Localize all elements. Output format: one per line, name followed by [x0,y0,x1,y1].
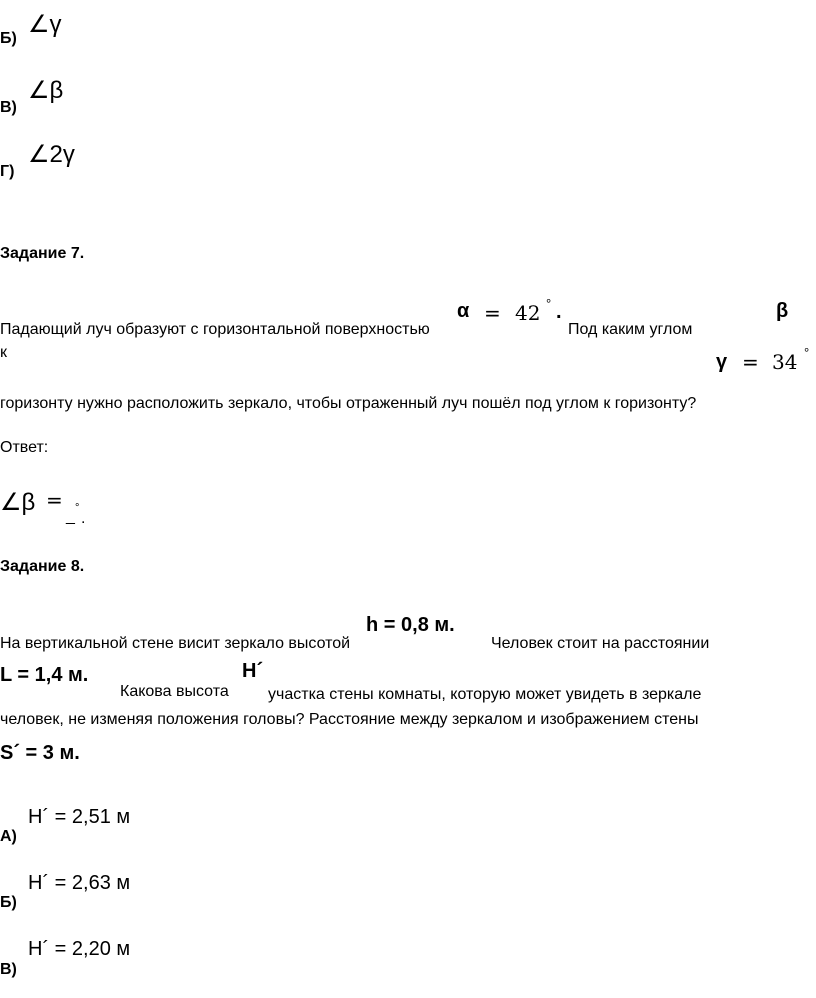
beta-symbol: β [776,300,789,322]
task7-text-part2: Под каким углом [568,321,693,338]
task8-text-part2: Человек стоит на расстоянии [491,635,710,652]
option-formula: ∠2γ [28,141,75,168]
task8-title: Задание 8. [0,558,85,575]
task8-text-part4: участка стены комнаты, которую может увидеть в зеркале [268,686,702,703]
alpha-symbol: α [457,300,470,322]
gamma-symbol: γ [716,351,728,373]
h-formula: h = 0,8 м. [366,614,455,636]
S-formula: S´ = 3 м. [0,742,80,764]
option-label: Г) [0,163,15,180]
degree-sign: ° [75,502,80,514]
option-label: В) [0,961,17,978]
L-formula: L = 1,4 м. [0,664,89,686]
option-formula: ∠β [28,77,64,104]
dot: . [556,301,562,323]
gamma-value: 34 [772,350,798,374]
H-symbol: H´ [242,660,264,682]
equals-sign: = [742,350,759,374]
task7-title: Задание 7. [0,245,85,262]
task8-text-part1: На вертикальной стене висит зеркало высотой [0,635,351,652]
degree-sign: ° [804,345,810,360]
option-label: Б) [0,30,17,47]
option-label: В) [0,99,17,116]
degree-sign: ° [546,296,552,311]
answer-blank: _ [66,508,75,525]
answer-formula: ∠β [0,489,36,516]
equals-sign: = [46,488,63,512]
task8-text-part3: Какова высота [120,683,229,700]
option-label: А) [0,828,17,845]
task7-text-part3: горизонту нужно расположить зеркало, чтобы отраженный луч пошёл под углом к горизонту? [0,395,697,412]
option-formula: H´ = 2,51 м [28,806,131,828]
option-formula: ∠γ [28,11,62,38]
equals-sign: = [484,301,501,325]
alpha-value: 42 [515,301,541,325]
task8-text-part5: человек, не изменяя положения головы? Расстояние между зеркалом и изображением стены [0,711,699,728]
answer-end: . [81,510,86,527]
answer-label: Ответ: [0,439,49,456]
task7-text-part1: Падающий луч образуют с горизонтальной поверхностью [0,321,430,338]
option-label: Б) [0,894,17,911]
option-formula: H´ = 2,63 м [28,872,131,894]
task7-text-k: к [0,344,7,361]
option-formula: H´ = 2,20 м [28,938,131,960]
